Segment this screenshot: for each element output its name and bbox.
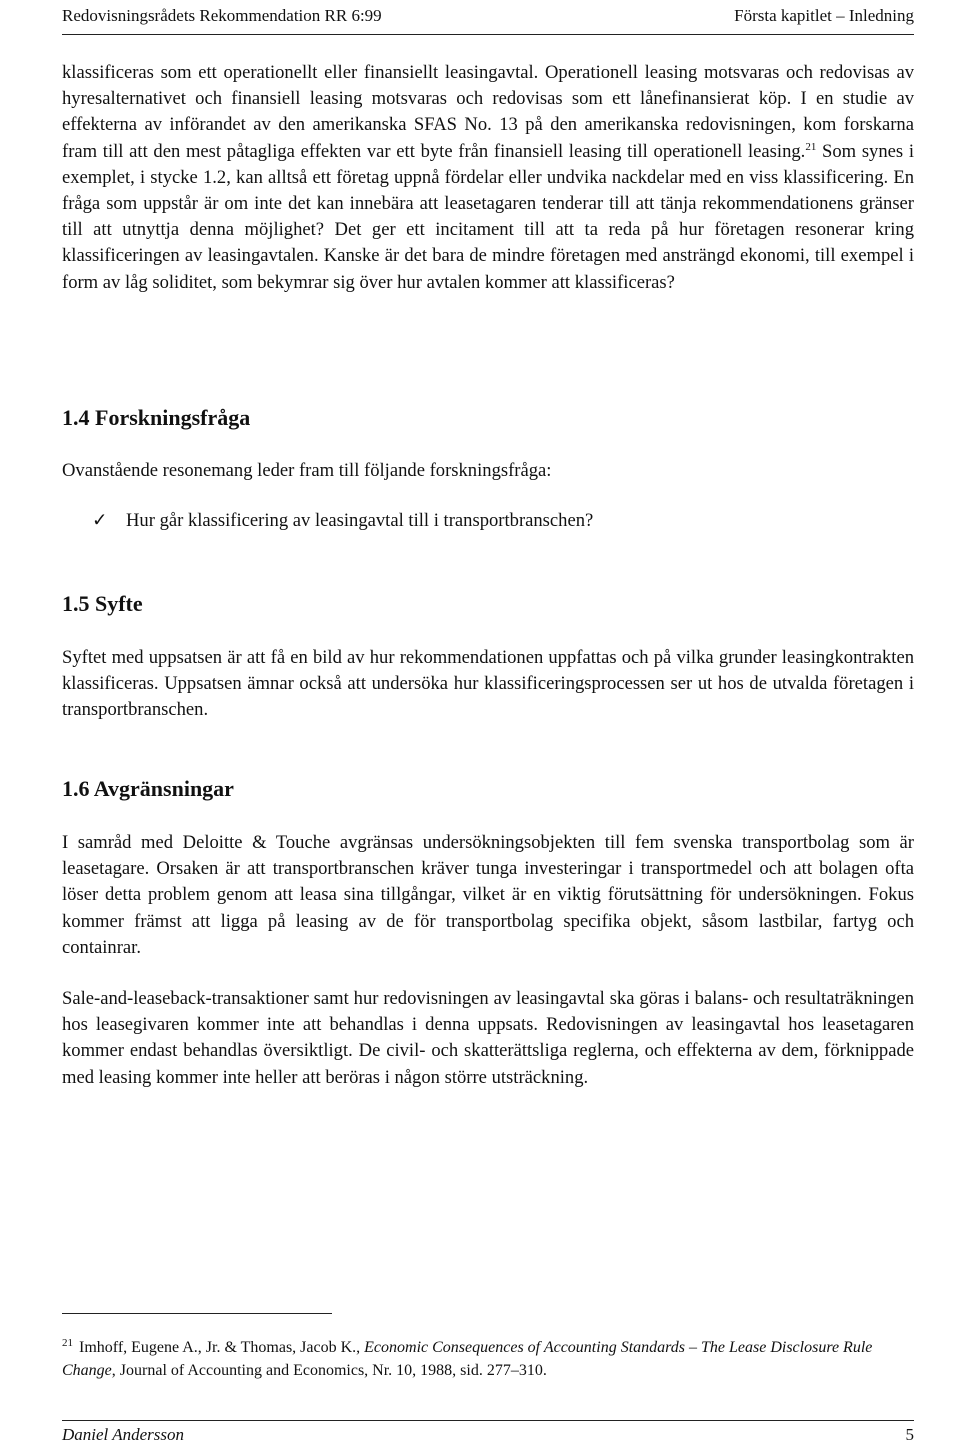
intro-text-before: klassificeras som ett operationellt eller finansiellt leasingavtal. Operationell leasing motsvaras och redovisas av hyresalternativet och finansiell leasing motsvaras och redovisas som ett lånefinansierat köp. I en studie av effekterna av införandet av den amerikanska SFAS No. 13 på den amerikanska redovisningen, kom forskarna fram till att den mest påtagliga effekten var ett byte från finansiell leasing till operationell leasing. [62,62,914,162]
research-intro-paragraph: Ovanstående resonemang leder fram till följande forskningsfråga: [62,460,552,481]
footnote-separator [62,1313,332,1314]
section-heading-forskningsfraga: 1.4 Forskningsfråga [62,405,251,430]
research-question-text: Hur går klassificering av leasingavtal till i transportbranschen? [126,510,594,531]
delimitations-paragraph-1: I samråd med Deloitte & Touche avgränsas undersökningsobjekten till fem svenska transportbolag som är leasetagare. Orsaken är att transportbranschen kräver tunga investeringar i transportmedel och att bolagen ofta löser detta problem genom att leasa sina tillgångar, vilket är en viktig förutsättning för undersökningen. Fokus kommer främst att ligga på leasing av de för transportbolag specifika objekt, såsom lastbilar, fartyg och containrar. [62,832,914,958]
purpose-paragraph: Syftet med uppsatsen är att få en bild av hur rekommendationen uppfattas och på vilka grunder leasingkontrakten klassificeras. Uppsatsen ämnar också att undersöka hur klassificeringsprocessen ser ut hos de utvalda företagen i transportbranschen. [62,647,914,721]
footnote-number: 21 [62,1336,73,1349]
section-heading-syfte: 1.5 Syfte [62,591,143,616]
page-header [62,0,914,35]
header-document-title: Redovisningsrådets Rekommendation RR 6:99 [62,6,382,25]
intro-text-after: Som synes i exemplet, i stycke 1.2, kan alltså ett företag uppnå fördelar eller undvika nackdelar med en viss klassificering. En fråga som uppstår är om inte det kan innebära att leasetagaren tenderar till att tänja rekommendationens gränser till att utnyttja denna möjlighet? Det ger ett incitament till att ta reda på hur företagen resonerar kring klassificeringen av leasingavtalen. Kanske är det bara de mindre företagen med ansträngd ekonomi, till exempel i form av låg soliditet, som bekymrar sig över hur avtalen kommer att klassificeras? [62,140,914,293]
page-number: 5 [905,1425,914,1444]
delimitations-paragraph-2: Sale-and-leaseback-transaktioner samt hur redovisningen av leasingavtal ska göras i balans- och resultaträkningen hos leasegivaren kommer inte att behandlas i denna uppsats. Redovisningen av leasingavtal hos leasetagaren kommer endast behandlas översiktligt. De civil- och skatterättsliga reglerna, och effekterna av dem, förknippade med leasing kommer inte heller att beröras i någon större utsträckning. [62,988,914,1088]
section-heading-avgransningar: 1.6 Avgränsningar [62,776,234,801]
header-chapter-title: Första kapitlet – Inledning [734,6,914,25]
footnote-authors: Imhoff, Eugene A., Jr. & Thomas, Jacob K., [79,1339,365,1356]
checkmark-icon: ✓ [92,510,108,531]
footer-author: Daniel Andersson [62,1425,184,1444]
page-footer [62,1420,914,1445]
footnote-source: , Journal of Accounting and Economics, Nr. 10, 1988, sid. 277–310. [111,1362,547,1379]
research-question-item [92,510,593,532]
footnote-title: Economic Consequences of Accounting Standards – The Lease Disclosure Rule Change [62,1339,873,1379]
footnote-21 [62,1336,914,1382]
intro-paragraph [62,60,914,296]
footnote-reference[interactable]: 21 [805,140,817,153]
